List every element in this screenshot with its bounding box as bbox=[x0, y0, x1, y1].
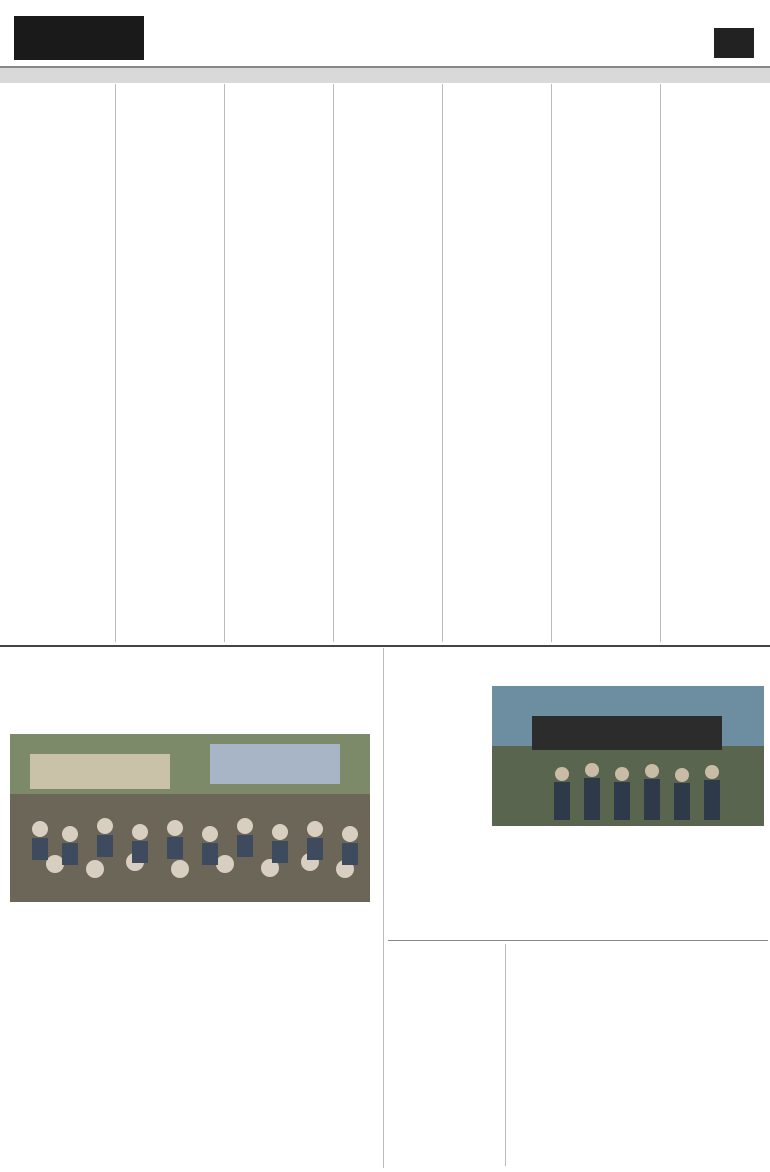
section-banner bbox=[0, 66, 770, 83]
kupwara-text-col1 bbox=[512, 986, 634, 1166]
newspaper-logo bbox=[14, 16, 144, 60]
rajouri-text-col1 bbox=[10, 914, 188, 1166]
page-number bbox=[714, 28, 754, 58]
selfie-point-illustration bbox=[492, 686, 764, 826]
crowd-photo-illustration bbox=[10, 734, 370, 902]
bottom-stories bbox=[0, 648, 770, 1168]
poonch-text-col4 bbox=[676, 830, 764, 938]
masthead bbox=[0, 0, 770, 66]
rajouri-text-col2 bbox=[196, 914, 374, 1166]
poonch-text-col3 bbox=[584, 830, 670, 938]
teachers-text bbox=[392, 1016, 500, 1166]
poonch-photo bbox=[492, 686, 764, 826]
poonch-text-intro bbox=[392, 686, 484, 938]
rajouri-photo bbox=[10, 734, 370, 902]
kupwara-text-col2 bbox=[642, 986, 764, 1166]
poonch-text-col2 bbox=[492, 830, 578, 938]
section-divider bbox=[0, 645, 770, 647]
